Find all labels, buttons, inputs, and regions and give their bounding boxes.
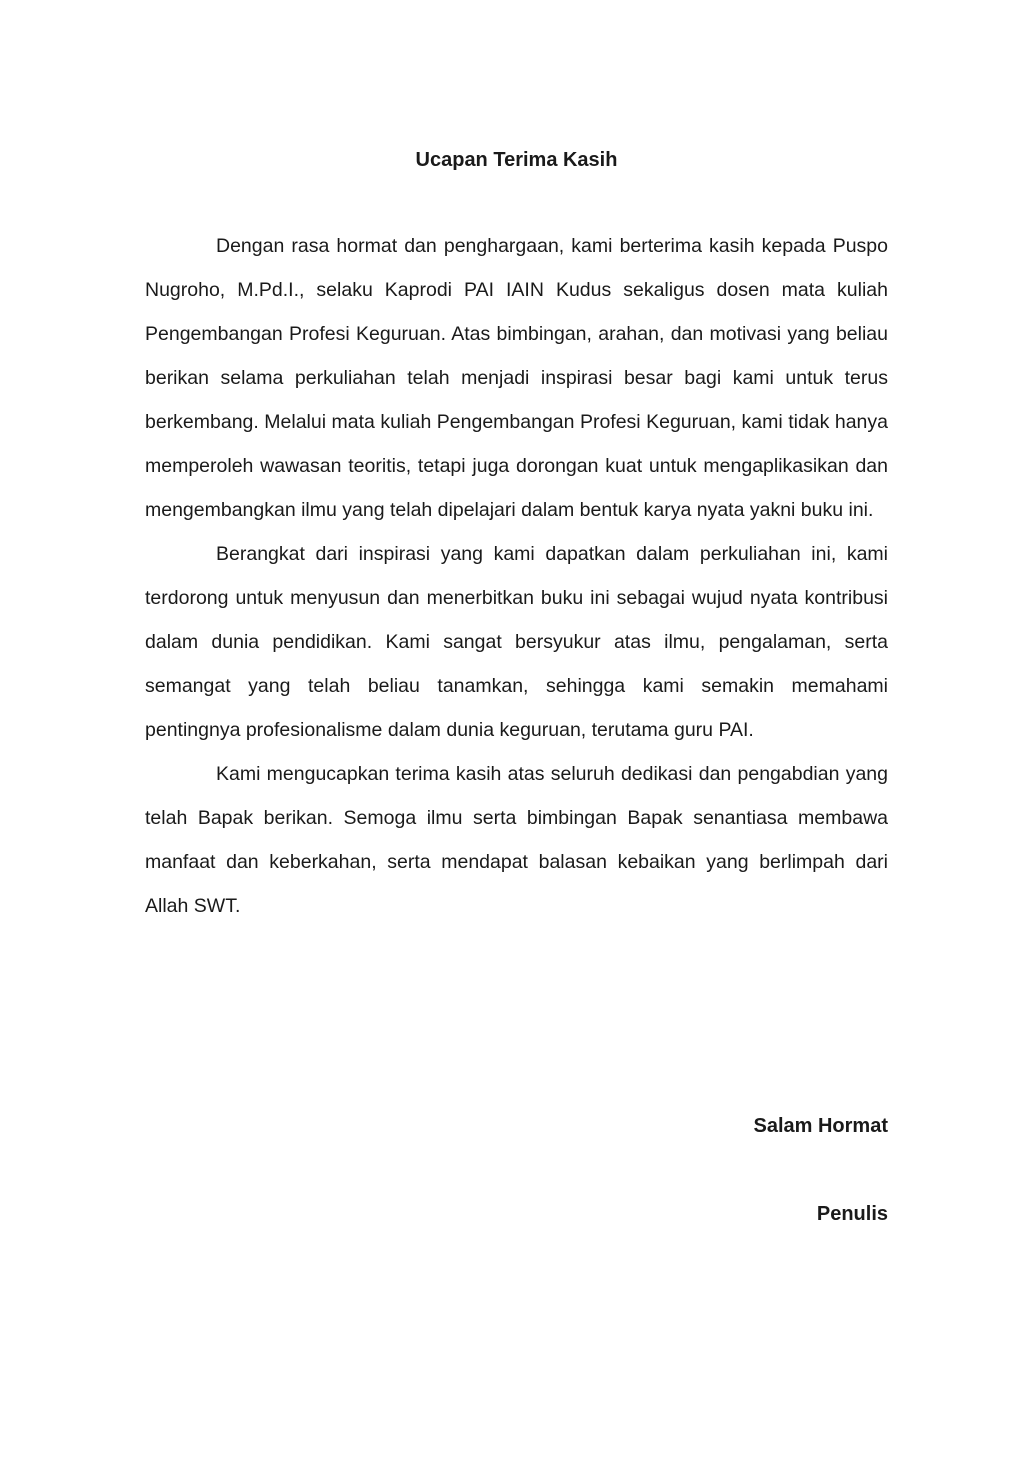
signature-author: Penulis bbox=[816, 1203, 888, 1225]
paragraph-2: Berangkat dari inspirasi yang kami dapatkan dalam perkuliahan ini, kami terdorong untuk menyusun dan menerbitkan buku ini sebagai wujud nyata kontribusi dalam dunia pendidikan. Kami sangat bersyukur atas ilmu, pengalaman, serta semangat yang telah beliau tanamkan, sehingga kami semakin memahami pentingnya profesionalisme dalam dunia keguruan, terutama guru PAI. bbox=[145, 543, 888, 741]
paragraph-3: Kami mengucapkan terima kasih atas seluruh dedikasi dan pengabdian yang telah Bapak berikan. Semoga ilmu serta bimbingan Bapak senantiasa membawa manfaat dan keberkahan, serta mendapat balasan kebaikan yang berlimpah dari Allah SWT. bbox=[145, 763, 888, 917]
document-page bbox=[145, 0, 888, 1457]
paragraph-1: Dengan rasa hormat dan penghargaan, kami berterima kasih kepada Puspo Nugroho, M.Pd.I., selaku Kaprodi PAI IAIN Kudus sekaligus dosen mata kuliah Pengembangan Profesi Keguruan. Atas bimbingan, arahan, dan motivasi yang beliau berikan selama perkuliahan telah menjadi inspirasi besar bagi kami untuk terus berkembang. Melalui mata kuliah Pengembangan Profesi Keguruan, kami tidak hanya memperoleh wawasan teoritis, tetapi juga dorongan kuat untuk mengaplikasikan dan mengembangkan ilmu yang telah dipelajari dalam bentuk karya nyata yakni buku ini. bbox=[145, 235, 888, 521]
page-title: Ucapan Terima Kasih bbox=[415, 149, 618, 171]
body-text bbox=[145, 224, 888, 928]
closing-salutation: Salam Hormat bbox=[753, 1115, 888, 1137]
